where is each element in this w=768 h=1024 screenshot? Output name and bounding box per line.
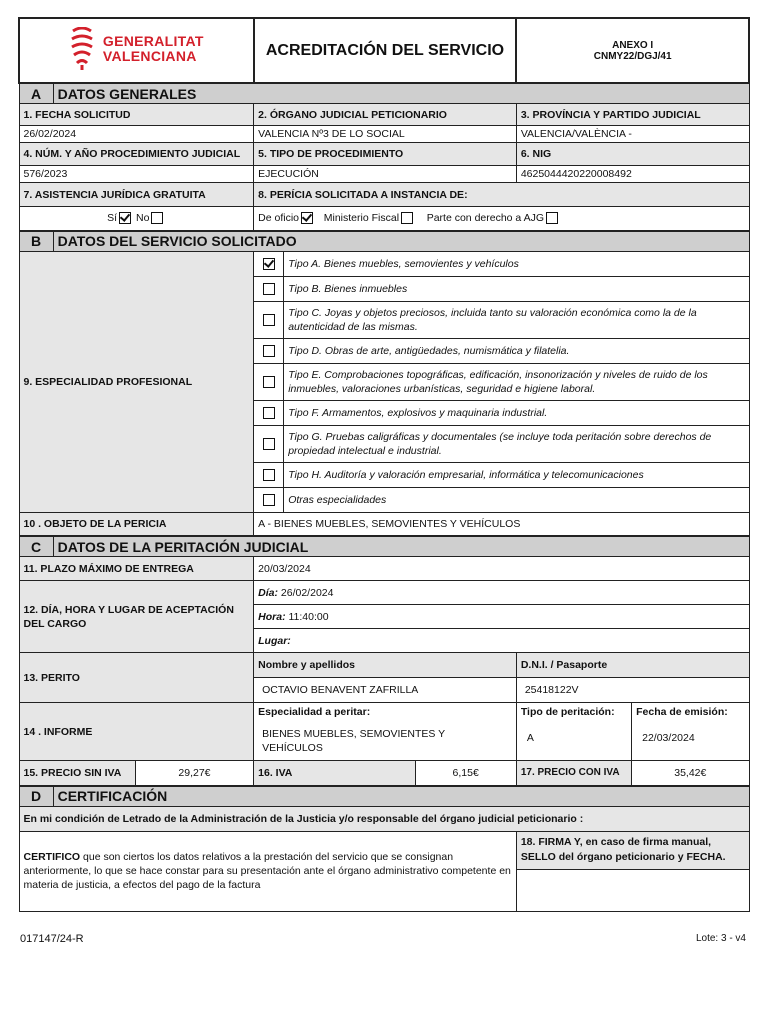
section-letter: D <box>19 786 53 807</box>
certification-text <box>19 831 516 911</box>
option-label: De oficio <box>258 212 299 225</box>
price-no-vat-field[interactable]: 29,27€ <box>135 761 253 786</box>
specialty-option: Tipo A. Bienes muebles, semovientes y vehículos <box>284 251 749 276</box>
inline-label: Hora: <box>258 610 286 623</box>
option-label: Ministerio Fiscal <box>323 212 400 225</box>
nig-field[interactable]: 4625044420220008492 <box>516 166 749 183</box>
type-checkbox-cell <box>254 400 284 425</box>
logo-line2: VALENCIANA <box>102 48 197 64</box>
report-specialty-field[interactable]: BIENES MUEBLES, SEMOVIENTES Y VEHÍCULOS <box>262 728 445 754</box>
type-checkbox-cell <box>254 301 284 338</box>
option-label: Sí <box>107 212 118 225</box>
legal-aid-no-checkbox[interactable] <box>151 212 163 224</box>
field-label: 7. ASISTENCIA JURÍDICA GRATUITA <box>19 183 254 207</box>
option-label: No <box>136 212 150 225</box>
acceptance-place-field[interactable] <box>254 629 749 653</box>
generalitat-logo <box>69 27 204 71</box>
inline-value: 11:40:00 <box>288 610 329 623</box>
certifico-keyword: CERTIFICO <box>23 851 81 863</box>
field-label: 5. TIPO DE PROCEDIMIENTO <box>254 143 517 166</box>
expert-dni-field[interactable]: 25418122V <box>516 678 749 703</box>
signature-field[interactable] <box>516 869 749 911</box>
report-specialty-cell <box>254 703 517 761</box>
field-label: 13. PERITO <box>19 653 254 703</box>
vat-field[interactable]: 6,15€ <box>415 761 516 786</box>
field-label: 8. PERÍCIA SOLICITADA A INSTANCIA DE: <box>254 183 749 207</box>
inline-value: 26/02/2024 <box>280 586 334 599</box>
field-label: 14 . INFORME <box>19 703 254 761</box>
type-f-checkbox[interactable] <box>263 407 275 419</box>
certifico-body: que son ciertos los datos relativos a la prestación del servicio que se consignan anteriormente, lo que se hace constar para su presentación ante el órgano administrativo competente en materia de justicia, a efectos del pago de la factura <box>23 851 511 891</box>
inline-label: Día: <box>258 586 278 599</box>
section-title: DATOS DE LA PERITACIÓN JUDICIAL <box>53 536 749 557</box>
request-date-field[interactable]: 26/02/2024 <box>19 126 254 143</box>
field-label: 17. PRECIO CON IVA <box>516 761 631 786</box>
report-type-field[interactable]: A <box>526 732 534 744</box>
expertise-object-field[interactable]: A - BIENES MUEBLES, SEMOVIENTES Y VEHÍCULOS <box>254 512 749 536</box>
field-label: 16. IVA <box>254 761 415 786</box>
field-label: 6. NIG <box>516 143 749 166</box>
specialty-option: Tipo D. Obras de arte, antigüedades, numismática y filatelia. <box>284 338 749 363</box>
page-title: ACREDITACIÓN DEL SERVICIO <box>254 18 517 83</box>
section-letter: A <box>19 83 53 104</box>
section-d-header <box>19 786 749 807</box>
procedure-number-field[interactable]: 576/2023 <box>19 166 254 183</box>
section-title: CERTIFICACIÓN <box>53 786 749 807</box>
specialty-option: Otras especialidades <box>284 487 749 512</box>
logo-emblem-icon <box>69 27 95 71</box>
type-checkbox-cell <box>254 338 284 363</box>
accreditation-form <box>18 17 750 912</box>
section-a-header <box>19 83 749 104</box>
field-label: 11. PLAZO MÁXIMO DE ENTREGA <box>19 557 254 581</box>
procedure-type-field[interactable]: EJECUCIÓN <box>254 166 517 183</box>
annex-cell <box>516 18 749 83</box>
field-label: 1. FECHA SOLICITUD <box>19 104 254 126</box>
type-e-checkbox[interactable] <box>263 376 275 388</box>
specialty-option: Tipo F. Armamentos, explosivos y maquinaria industrial. <box>284 400 749 425</box>
province-field[interactable]: VALENCIA/VALÈNCIA - <box>516 126 749 143</box>
type-b-checkbox[interactable] <box>263 283 275 295</box>
acceptance-hour-field[interactable] <box>254 605 749 629</box>
parte-ajg-checkbox[interactable] <box>546 212 558 224</box>
field-label: 18. FIRMA Y, en caso de firma manual, SELLO del órgano peticionario y FECHA. <box>516 831 749 869</box>
specialty-option: Tipo G. Pruebas caligráficas y documentales (se incluye toda peritación sobre derechos de propiedad intelectual e industrial. <box>284 425 749 462</box>
batch-label: Lote: 3 - v4 <box>695 933 746 944</box>
field-label: 9. ESPECIALIDAD PROFESIONAL <box>19 251 254 512</box>
option-label: Parte con derecho a AJG <box>426 212 545 225</box>
field-label: 15. PRECIO SIN IVA <box>19 761 135 786</box>
other-specialty-checkbox[interactable] <box>263 494 275 506</box>
expert-name-field[interactable]: OCTAVIO BENAVENT ZAFRILLA <box>254 678 517 703</box>
de-oficio-checkbox[interactable] <box>301 212 313 224</box>
legal-aid-yes-checkbox[interactable] <box>119 212 131 224</box>
type-a-checkbox[interactable] <box>263 258 275 270</box>
request-origin-options <box>254 207 749 231</box>
judicial-body-field[interactable]: VALENCIA Nº3 DE LO SOCIAL <box>254 126 517 143</box>
type-checkbox-cell <box>254 425 284 462</box>
field-label: Tipo de peritación: <box>520 706 615 718</box>
section-title: DATOS DEL SERVICIO SOLICITADO <box>53 231 749 252</box>
field-label: Nombre y apellidos <box>254 653 517 678</box>
specialty-option: Tipo E. Comprobaciones topográficas, edificación, insonorización y niveles de ruido de los inmuebles, valoraciones urbanísticas, seguridad e higiene laboral. <box>284 363 749 400</box>
price-with-vat-field[interactable]: 35,42€ <box>632 761 749 786</box>
type-d-checkbox[interactable] <box>263 345 275 357</box>
field-label: Fecha de emisión: <box>636 706 728 718</box>
annex-line1: ANEXO I <box>612 39 654 51</box>
type-h-checkbox[interactable] <box>263 469 275 481</box>
type-checkbox-cell <box>254 276 284 301</box>
legal-aid-options <box>19 207 254 231</box>
type-checkbox-cell <box>254 363 284 400</box>
section-letter: C <box>19 536 53 557</box>
report-type-cell <box>516 703 631 761</box>
ministerio-fiscal-checkbox[interactable] <box>401 212 413 224</box>
type-checkbox-cell <box>254 462 284 487</box>
form-frame <box>18 17 750 912</box>
report-date-cell <box>632 703 749 761</box>
type-c-checkbox[interactable] <box>263 314 275 326</box>
specialty-option: Tipo C. Joyas y objetos preciosos, incluida tanto su valoración económica como la de la autenticidad de las mismas. <box>284 301 749 338</box>
type-checkbox-cell <box>254 251 284 276</box>
section-letter: B <box>19 231 53 252</box>
report-date-field[interactable]: 22/03/2024 <box>642 732 695 744</box>
field-label: 2. ÓRGANO JUDICIAL PETICIONARIO <box>254 104 517 126</box>
field-label: 3. PROVÍNCIA Y PARTIDO JUDICIAL <box>516 104 749 126</box>
document-reference: 017147/24-R <box>20 933 84 945</box>
logo-cell <box>19 18 254 83</box>
certification-condition: En mi condición de Letrado de la Administración de la Justicia y/o responsable del órgano judicial peticionario : <box>19 806 749 831</box>
inline-label: Lugar: <box>258 634 291 647</box>
field-label: 4. NÚM. Y AÑO PROCEDIMIENTO JUDICIAL <box>19 143 254 166</box>
section-title: DATOS GENERALES <box>53 83 749 104</box>
acceptance-day-field[interactable] <box>254 581 749 605</box>
section-c-header <box>19 536 749 557</box>
field-label: D.N.I. / Pasaporte <box>516 653 749 678</box>
deadline-field[interactable]: 20/03/2024 <box>254 557 749 581</box>
field-label: Especialidad a peritar: <box>258 706 371 718</box>
logo-line1: GENERALITAT <box>102 33 204 49</box>
section-b-header <box>19 231 749 252</box>
field-label: 10 . OBJETO DE LA PERICIA <box>19 512 254 536</box>
annex-code: CNMY22/DGJ/41 <box>593 50 672 62</box>
specialty-option: Tipo B. Bienes inmuebles <box>284 276 749 301</box>
type-checkbox-cell <box>254 487 284 512</box>
field-label: 12. DÍA, HORA Y LUGAR DE ACEPTACIÓN DEL CARGO <box>19 581 254 653</box>
specialty-option: Tipo H. Auditoría y valoración empresarial, informática y telecomunicaciones <box>284 462 749 487</box>
type-g-checkbox[interactable] <box>263 438 275 450</box>
